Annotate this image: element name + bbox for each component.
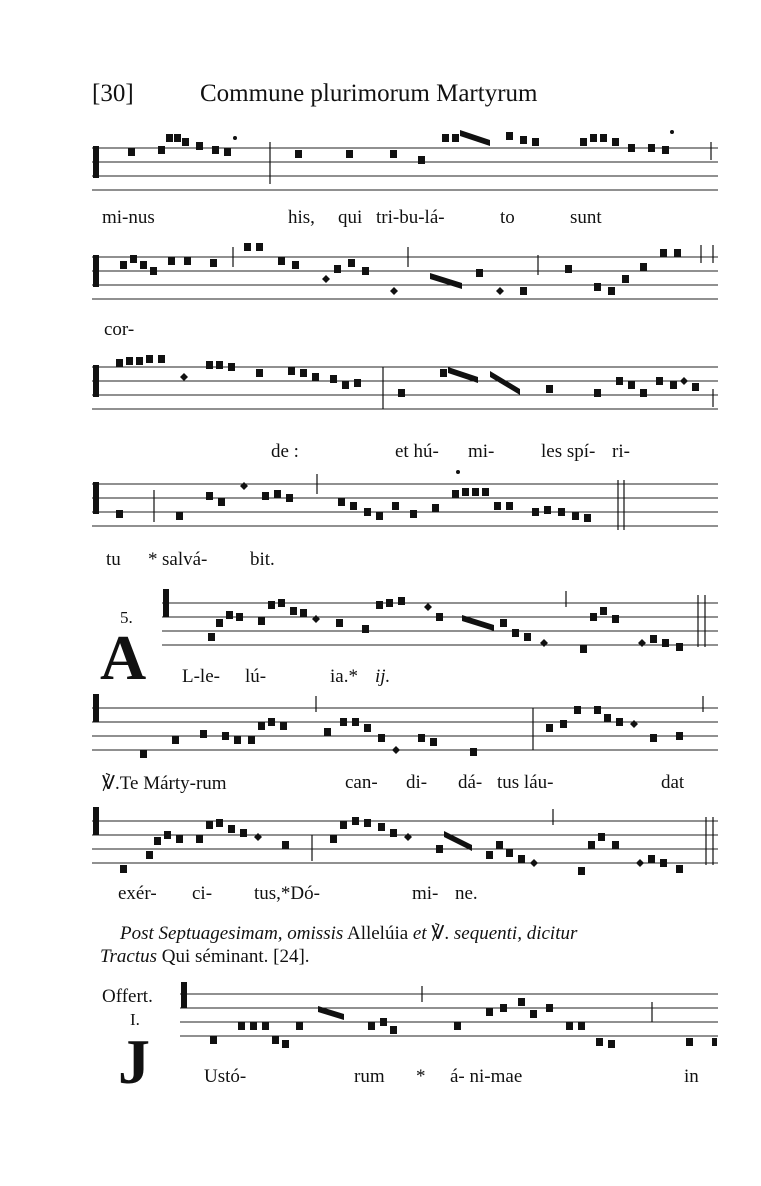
lyric-syllable: mi-nus — [102, 207, 155, 228]
lyric-syllable: bit. — [250, 549, 275, 570]
lyric-syllable: et hú- — [395, 441, 439, 462]
initial-letter: A — [100, 622, 147, 693]
lyric-syllable: ci- — [192, 883, 213, 904]
lyric-syllable: can- — [345, 772, 378, 793]
lyric-syllable: ij. — [375, 666, 391, 687]
lyric-syllable: tus láu- — [497, 772, 554, 793]
chant-staff-7 — [0, 803, 761, 883]
lyric-syllable: exér- — [118, 883, 157, 904]
lyric-syllable: in — [684, 1066, 699, 1087]
lyric-syllable: de : — [271, 441, 299, 462]
chant-number: 5. — [120, 608, 133, 627]
lyric-syllable: tu — [106, 549, 121, 570]
rubric-line-2 — [100, 946, 310, 968]
lyric-syllable: dat — [661, 772, 685, 793]
lyric-syllable: dá- — [458, 772, 483, 793]
chant-staff-8 — [0, 980, 761, 1060]
offertory-label: Offert. — [102, 986, 153, 1007]
initial-letter: J — [118, 1026, 150, 1097]
chant-staff-3 — [0, 345, 761, 425]
rubric-word: Septuagesimam, — [158, 923, 283, 944]
page-title: Commune plurimorum Martyrum — [200, 80, 538, 107]
rubric-word: omissis — [287, 923, 344, 944]
rubric-line-1 — [120, 922, 577, 945]
lyric-syllable: salvá- — [162, 549, 208, 570]
chant-staff-1 — [0, 120, 761, 210]
lyric-syllable: ia.* — [330, 666, 358, 687]
lyric-syllable: rum — [354, 1066, 385, 1087]
rubric-word: Qui séminant. — [161, 946, 269, 967]
chant-staff-4 — [0, 462, 761, 542]
chant-staff-2 — [0, 235, 761, 315]
lyric-syllable: sunt — [570, 207, 602, 228]
lyric-syllable: les spí- — [541, 441, 596, 462]
rubric-word: et — [412, 923, 427, 944]
lyric-syllable: ri- — [612, 441, 630, 462]
lyric-syllable: * — [148, 549, 158, 570]
lyric-syllable: di- — [406, 772, 428, 793]
mode-number: I. — [130, 1010, 140, 1029]
rubric-word: Tractus — [100, 946, 158, 967]
lyric-syllable: his, — [288, 207, 315, 228]
lyric-syllable: tus,*Dó- — [254, 883, 320, 904]
rubric-word: dicitur — [526, 923, 578, 944]
lyric-syllable: qui — [338, 207, 363, 228]
lyric-syllable: to — [500, 207, 515, 228]
lyric-syllable: * — [416, 1066, 426, 1087]
chant-staff-6 — [0, 688, 761, 768]
rubric-word: sequenti, — [453, 923, 522, 944]
lyric-syllable: Ustó- — [204, 1066, 247, 1087]
lyric-syllable: á- ni-mae — [450, 1066, 523, 1087]
lyric-syllable: L-le- — [182, 666, 220, 687]
lyric-syllable: mi- — [468, 441, 495, 462]
rubric-word: ℣. — [431, 923, 450, 944]
rubric-word: Post — [120, 923, 154, 944]
rubric-word: [24]. — [273, 946, 310, 967]
page-number: [30] — [92, 80, 134, 107]
lyric-syllable: cor- — [104, 319, 135, 340]
chant-staff-5 — [0, 585, 761, 665]
rubric-word: Allelúia — [346, 923, 409, 944]
lyric-syllable: tri-bu-lá- — [376, 207, 445, 228]
lyric-syllable: mi- — [412, 883, 439, 904]
lyric-syllable: ℣.Te Márty-rum — [102, 773, 227, 794]
lyric-syllable: ne. — [455, 883, 478, 904]
lyric-syllable: lú- — [245, 666, 267, 687]
